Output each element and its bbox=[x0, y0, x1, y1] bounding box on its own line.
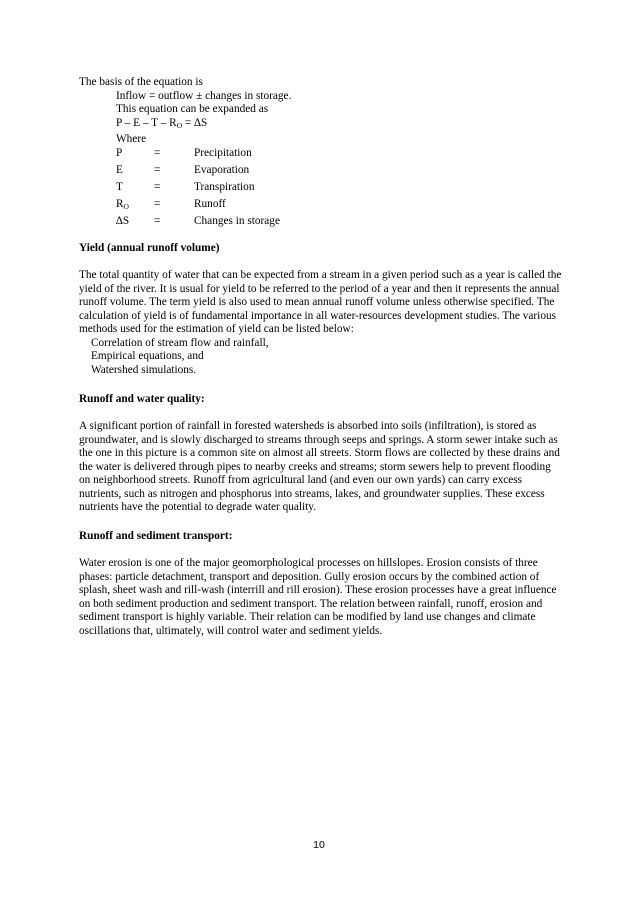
yield-section bbox=[79, 242, 564, 377]
inflow-equation: Inflow = outflow ± changes in storage. bbox=[116, 89, 292, 102]
expansion-note: This equation can be expanded as bbox=[116, 103, 269, 116]
bullet-icon bbox=[79, 364, 91, 378]
bullet-icon bbox=[79, 350, 91, 364]
section-heading: Runoff and sediment transport: bbox=[79, 530, 233, 542]
bullet-icon bbox=[79, 337, 91, 351]
where-label: Where bbox=[116, 132, 147, 145]
definition-row bbox=[116, 146, 280, 163]
water-quality-section bbox=[79, 393, 564, 515]
definition-meaning: Transpiration bbox=[194, 181, 255, 194]
definition-equals: = bbox=[154, 198, 161, 211]
section-heading: Yield (annual runoff volume) bbox=[79, 242, 220, 254]
equation-intro bbox=[79, 76, 291, 147]
definition-row bbox=[116, 180, 280, 197]
list-item: Watershed simulations. bbox=[79, 364, 564, 378]
equation-subscript: O bbox=[176, 121, 183, 131]
definition-row bbox=[116, 163, 280, 180]
equation-suffix: = ∆S bbox=[182, 117, 208, 130]
definition-symbol: $R_O$ bbox=[116, 198, 129, 212]
definition-row bbox=[116, 214, 280, 231]
section-paragraph: A significant portion of rainfall in forested watersheds is absorbed into soils (infiltration), is stored as groundwater, and is slowly discharged to streams through seeps and springs. A storm sewer intake such as the one in this picture is a common site on almost all streets. Storm flows are collected by these drains and the water is delivered through pipes to nearby creeks and streams; storm sewers help to prevent flooding on neighborhood streets. Runoff from agricultural land (and even our own yards) can carry excess nutrients, such as nitrogen and phosphorus into streams, lakes, and groundwater supplies. These excess nutrients have the potential to degrade water quality. bbox=[79, 420, 560, 513]
section-paragraph: Water erosion is one of the major geomorphological processes on hillslopes. Erosion consists of three phases: particle detachment, transport and deposition. Gully erosion occurs by the combined action of splash, sheet wash and rill-wash (interrill and rill erosion). These erosion processes have a great influence on both sediment production and sediment transport. The relation between rainfall, runoff, erosion and sediment transport is highly variable. Their relation can be modified by land use changes and climate oscillations that, ultimately, will control water and sediment yields. bbox=[79, 557, 557, 637]
list-item: Correlation of stream flow and rainfall, bbox=[79, 337, 564, 351]
intro-line: The basis of the equation is bbox=[79, 76, 203, 88]
definition-symbol: ∆S bbox=[116, 215, 130, 228]
list-item: Empirical equations, and bbox=[79, 350, 564, 364]
equation-prefix: P – E – T – R bbox=[116, 117, 177, 130]
sediment-transport-section bbox=[79, 530, 564, 638]
symbol-definitions bbox=[116, 146, 280, 231]
definition-symbol: E bbox=[116, 164, 123, 177]
section-paragraph: The total quantity of water that can be expected from a stream in a given period such as a year is called the yield of the river. It is usual for yield to be referred to the period of a year and then it represents the annual runoff volume. The term yield is also used to mean annual runoff volume unless otherwise specified. The calculation of yield is of fundamental importance in all water-resources development studies. The various methods used for the estimation of yield can be listed below: bbox=[79, 269, 562, 335]
section-heading: Runoff and water quality: bbox=[79, 393, 205, 405]
definition-equals: = bbox=[154, 147, 161, 159]
definition-equals: = bbox=[154, 164, 161, 177]
definition-meaning: Evaporation bbox=[194, 164, 250, 177]
page-number: 10 bbox=[313, 839, 325, 851]
definition-equals: = bbox=[154, 181, 161, 194]
definition-meaning: Precipitation bbox=[194, 147, 252, 159]
definition-symbol: P bbox=[116, 147, 123, 159]
expanded-equation bbox=[79, 117, 291, 133]
definition-meaning: Runoff bbox=[194, 198, 226, 211]
definition-row bbox=[116, 197, 280, 214]
definition-meaning: Changes in storage bbox=[194, 215, 280, 228]
definition-equals: = bbox=[154, 215, 161, 228]
definition-symbol: T bbox=[116, 181, 123, 194]
